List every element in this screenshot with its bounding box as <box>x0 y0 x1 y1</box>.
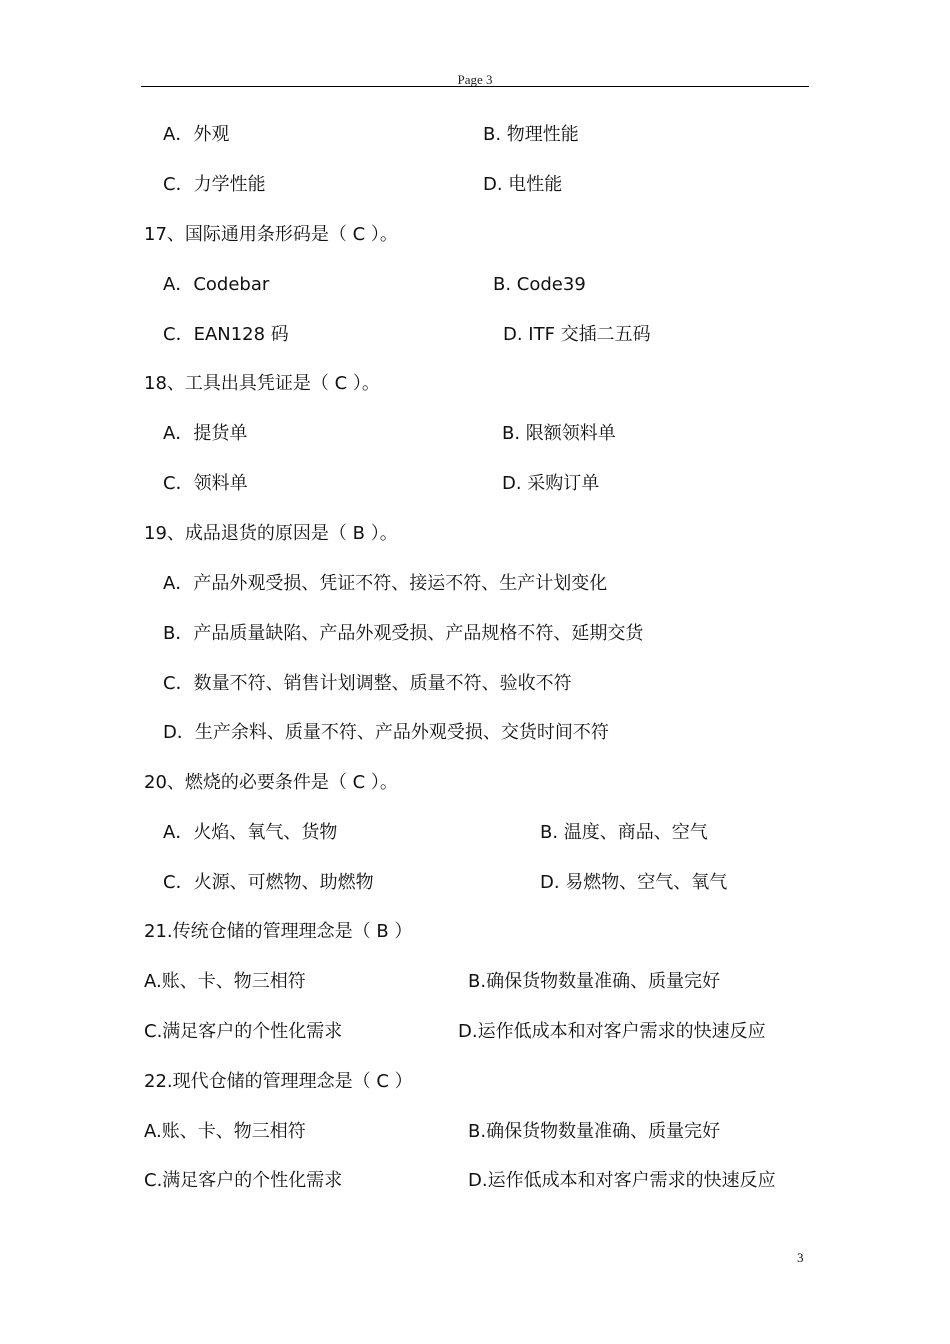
option-b: B.确保货物数量准确、质量完好 <box>468 1121 721 1142</box>
option-a: A.账、卡、物三相符 <box>144 1121 306 1142</box>
option-d: D.运作低成本和对客户需求的快速反应 <box>458 1021 766 1042</box>
option-a: A．产品外观受损、凭证不符、接运不符、生产计划变化 <box>163 573 608 594</box>
option-b: B. 物理性能 <box>483 124 579 145</box>
option-c: C．领料单 <box>163 473 248 494</box>
question-21: 21.传统仓储的管理理念是（ B ） <box>144 921 413 942</box>
option-a: A.账、卡、物三相符 <box>144 971 306 992</box>
option-a: A．提货单 <box>163 423 248 444</box>
option-a: A．Codebar <box>163 274 270 295</box>
question-20: 20、燃烧的必要条件是（ C ）。 <box>144 772 398 793</box>
option-d: D. 易燃物、空气、氧气 <box>540 872 728 893</box>
option-b: B. 温度、商品、空气 <box>540 822 708 843</box>
question-18: 18、工具出具凭证是（ C ）。 <box>144 373 380 394</box>
option-c: C．EAN128 码 <box>163 324 289 345</box>
option-b: B. Code39 <box>493 274 586 295</box>
option-c: C.满足客户的个性化需求 <box>144 1021 343 1042</box>
header-rule <box>141 86 809 87</box>
option-b: B.确保货物数量准确、质量完好 <box>468 971 721 992</box>
option-c: C．力学性能 <box>163 174 266 195</box>
option-d: D. 采购订单 <box>502 473 600 494</box>
option-a: A．火焰、氧气、货物 <box>163 822 338 843</box>
question-19: 19、成品退货的原因是（ B ）。 <box>144 523 398 544</box>
option-c: C.满足客户的个性化需求 <box>144 1170 343 1191</box>
option-b: B. 限额领料单 <box>502 423 616 444</box>
page-header: Page 3 <box>457 72 493 87</box>
question-22: 22.现代仓储的管理理念是（ C ） <box>144 1071 413 1092</box>
option-a: A．外观 <box>163 124 230 145</box>
option-c: C．数量不符、销售计划调整、质量不符、验收不符 <box>163 673 572 694</box>
option-b: B．产品质量缺陷、产品外观受损、产品规格不符、延期交货 <box>163 623 644 644</box>
page-number: 3 <box>797 1250 804 1265</box>
option-d: D.运作低成本和对客户需求的快速反应 <box>468 1170 776 1191</box>
question-17: 17、国际通用条形码是（ C ）。 <box>144 224 398 245</box>
option-d: D. ITF 交插二五码 <box>503 324 651 345</box>
option-d: D. 电性能 <box>483 174 563 195</box>
option-c: C．火源、可燃物、助燃物 <box>163 872 374 893</box>
option-d: D．生产余料、质量不符、产品外观受损、交货时间不符 <box>163 722 609 743</box>
